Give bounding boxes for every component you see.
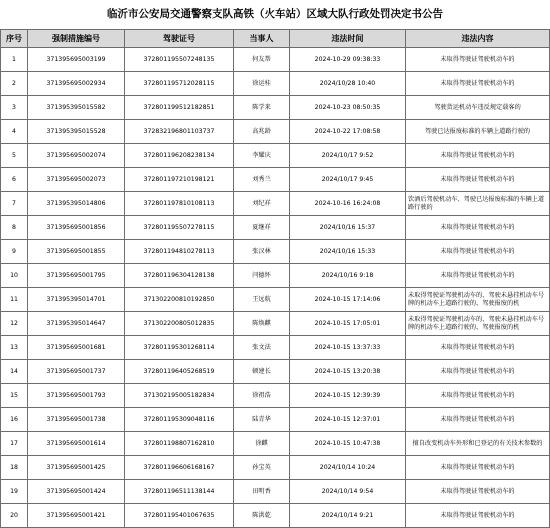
cell-party: 孙宝英 [234, 456, 290, 480]
cell-party: 陈焕麒 [234, 312, 290, 336]
cell-violation-content: 未取得驾驶证驾驶机动车的 [406, 456, 550, 480]
cell-index: 12 [1, 312, 28, 336]
cell-violation-time: 2024/10/16 15:37 [290, 216, 406, 240]
cell-violation-time: 2024/10/14 9:54 [290, 480, 406, 504]
table-row [1, 312, 550, 336]
cell-violation-content: 未取得驾驶证驾驶机动车的 [406, 384, 550, 408]
cell-violation-content: 未取得驾驶证驾驶机动车的 [406, 240, 550, 264]
cell-index: 4 [1, 120, 28, 144]
cell-index: 1 [1, 48, 28, 72]
cell-violation-content: 未取得驾驶证驾驶机动车的 [406, 72, 550, 96]
cell-violation-time: 2024/10/14 10:24 [290, 456, 406, 480]
cell-measure-number: 371395695001856 [28, 216, 125, 240]
cell-index: 5 [1, 144, 28, 168]
cell-index: 14 [1, 360, 28, 384]
cell-index: 18 [1, 456, 28, 480]
cell-license-number: 372801196208238134 [125, 144, 234, 168]
cell-measure-number: 371395695001421 [28, 504, 125, 528]
cell-party: 李耀庆 [234, 144, 290, 168]
table-row [1, 336, 550, 360]
cell-measure-number: 371395695001424 [28, 480, 125, 504]
cell-measure-number: 371395695001855 [28, 240, 125, 264]
cell-measure-number: 371395695001793 [28, 384, 125, 408]
cell-measure-number: 371395695003199 [28, 48, 125, 72]
table-row [1, 360, 550, 384]
cell-measure-number: 371395395014806 [28, 192, 125, 216]
cell-violation-content: 驾驶货运机动车违反规定载客的 [406, 96, 550, 120]
cell-license-number: 371302200810192850 [125, 288, 234, 312]
cell-violation-content: 饮酒后驾驶机动车、驾驶已达报废标准的车辆上道路行驶的 [406, 192, 550, 216]
cell-license-number: 372801196405268519 [125, 360, 234, 384]
cell-violation-content: 未取得驾驶证驾驶机动车的 [406, 408, 550, 432]
cell-party: 顿建长 [234, 360, 290, 384]
cell-measure-number: 371395695002074 [28, 144, 125, 168]
cell-license-number: 372832196801103737 [125, 120, 234, 144]
cell-violation-time: 2024-10-15 12:37:01 [290, 408, 406, 432]
table-row [1, 216, 550, 240]
cell-measure-number: 371395695001681 [28, 336, 125, 360]
cell-index: 20 [1, 504, 28, 528]
cell-license-number: 372801195712028115 [125, 72, 234, 96]
cell-license-number: 372801198807162810 [125, 432, 234, 456]
cell-violation-time: 2024-10-15 17:14:06 [290, 288, 406, 312]
table-row [1, 96, 550, 120]
header-license-number: 驾驶证号 [125, 30, 234, 48]
cell-violation-content: 未取得驾驶证驾驶机动车的 [406, 336, 550, 360]
cell-party: 张汉林 [234, 240, 290, 264]
table-row [1, 408, 550, 432]
cell-measure-number: 371395395014701 [28, 288, 125, 312]
cell-violation-content: 未取得驾驶证驾驶机动车的 [406, 504, 550, 528]
cell-index: 19 [1, 480, 28, 504]
header-row [1, 30, 550, 48]
cell-violation-content: 驾驶已达报废标准的车辆上道路行驶的 [406, 120, 550, 144]
table-row [1, 144, 550, 168]
cell-license-number: 372801195507278115 [125, 216, 234, 240]
cell-violation-time: 2024/10/28 10:40 [290, 72, 406, 96]
cell-index: 13 [1, 336, 28, 360]
cell-index: 11 [1, 288, 28, 312]
cell-party: 陆青华 [234, 408, 290, 432]
table-row [1, 240, 550, 264]
cell-violation-time: 2024-10-15 13:20:38 [290, 360, 406, 384]
cell-license-number: 371302195005182834 [125, 384, 234, 408]
cell-violation-time: 2024/10/17 9:45 [290, 168, 406, 192]
cell-license-number: 372801196511138144 [125, 480, 234, 504]
cell-violation-time: 2024/10/16 9:18 [290, 264, 406, 288]
cell-index: 7 [1, 192, 28, 216]
cell-violation-content: 未取得驾驶证驾驶机动车的 [406, 360, 550, 384]
cell-measure-number: 371395695002934 [28, 72, 125, 96]
cell-party: 徐运桂 [234, 72, 290, 96]
cell-license-number: 372801199512182851 [125, 96, 234, 120]
cell-violation-content: 未取得驾驶证驾驶机动车的、驾驶未悬挂机动车号牌的机动车上道路行驶的、驾驶报废的机 [406, 312, 550, 336]
page-title: 临沂市公安局交通警察支队高铁（火车站）区域大队行政处罚决定书公告 [107, 8, 443, 20]
cell-violation-content: 未取得驾驶证驾驶机动车的 [406, 264, 550, 288]
cell-party: 高兆龄 [234, 120, 290, 144]
cell-party: 徐麒 [234, 432, 290, 456]
cell-measure-number: 371395695001737 [28, 360, 125, 384]
cell-violation-time: 2024-10-15 17:05:01 [290, 312, 406, 336]
cell-index: 6 [1, 168, 28, 192]
cell-violation-content: 未取得驾驶证驾驶机动车的 [406, 216, 550, 240]
cell-party: 王远航 [234, 288, 290, 312]
cell-measure-number: 371395695002073 [28, 168, 125, 192]
cell-party: 徐祖浩 [234, 384, 290, 408]
cell-license-number: 372801194810278113 [125, 240, 234, 264]
cell-index: 16 [1, 408, 28, 432]
cell-violation-content: 擅自改变机动车外形和已登记的有关技术参数的 [406, 432, 550, 456]
cell-violation-time: 2024-10-16 16:24:08 [290, 192, 406, 216]
cell-index: 9 [1, 240, 28, 264]
cell-measure-number: 371395395015528 [28, 120, 125, 144]
table-row [1, 264, 550, 288]
cell-violation-time: 2024-10-15 10:47:38 [290, 432, 406, 456]
cell-license-number: 372801196304128138 [125, 264, 234, 288]
header-index: 序号 [1, 30, 28, 48]
cell-measure-number: 371395695001425 [28, 456, 125, 480]
penalty-table [0, 29, 550, 528]
cell-violation-time: 2024/10/16 15:33 [290, 240, 406, 264]
cell-license-number: 371302200805012835 [125, 312, 234, 336]
cell-violation-time: 2024-10-29 09:38:33 [290, 48, 406, 72]
cell-party: 张文法 [234, 336, 290, 360]
header-violation-time: 违法时间 [290, 30, 406, 48]
cell-index: 2 [1, 72, 28, 96]
table-row [1, 480, 550, 504]
table-row [1, 384, 550, 408]
table-row [1, 48, 550, 72]
cell-party: 陈学来 [234, 96, 290, 120]
table-row [1, 456, 550, 480]
cell-index: 17 [1, 432, 28, 456]
cell-license-number: 372801197210198121 [125, 168, 234, 192]
table-row [1, 168, 550, 192]
cell-violation-content: 未取得驾驶证驾驶机动车的 [406, 480, 550, 504]
cell-measure-number: 371395395015582 [28, 96, 125, 120]
cell-license-number: 372801195401067635 [125, 504, 234, 528]
header-measure-number: 强制措施编号 [28, 30, 125, 48]
cell-violation-time: 2024/10/14 9:21 [290, 504, 406, 528]
cell-index: 15 [1, 384, 28, 408]
header-violation-content: 违法内容 [406, 30, 550, 48]
cell-party: 刘秀兰 [234, 168, 290, 192]
cell-violation-time: 2024-10-22 17:08:58 [290, 120, 406, 144]
cell-measure-number: 371395395014647 [28, 312, 125, 336]
table-row [1, 504, 550, 528]
cell-violation-content: 未取得驾驶证驾驶机动车的 [406, 144, 550, 168]
table-row [1, 288, 550, 312]
cell-violation-content: 未取得驾驶证驾驶机动车的 [406, 168, 550, 192]
table-row [1, 72, 550, 96]
table-row [1, 120, 550, 144]
cell-license-number: 372801197810108113 [125, 192, 234, 216]
cell-license-number: 372801196606168167 [125, 456, 234, 480]
cell-party: 刘纪祥 [234, 192, 290, 216]
cell-measure-number: 371395695001614 [28, 432, 125, 456]
cell-license-number: 372801195301268114 [125, 336, 234, 360]
cell-party: 闫德怀 [234, 264, 290, 288]
header-party: 当事人 [234, 30, 290, 48]
cell-index: 10 [1, 264, 28, 288]
cell-party: 田明香 [234, 480, 290, 504]
cell-index: 8 [1, 216, 28, 240]
cell-violation-time: 2024/10/17 9:52 [290, 144, 406, 168]
cell-license-number: 372801195309048116 [125, 408, 234, 432]
cell-measure-number: 371395695001795 [28, 264, 125, 288]
cell-party: 陈洪乾 [234, 504, 290, 528]
cell-party: 夏继祥 [234, 216, 290, 240]
table-row [1, 432, 550, 456]
cell-party: 何友帮 [234, 48, 290, 72]
cell-index: 3 [1, 96, 28, 120]
cell-violation-time: 2024-10-15 13:37:33 [290, 336, 406, 360]
cell-violation-content: 未取得驾驶证驾驶机动车的、驾驶未悬挂机动车号牌的机动车上道路行驶的、驾驶报废的机 [406, 288, 550, 312]
cell-violation-time: 2024-10-15 12:39:39 [290, 384, 406, 408]
table-row [1, 192, 550, 216]
cell-violation-time: 2024-10-23 08:50:35 [290, 96, 406, 120]
cell-license-number: 372801195507248135 [125, 48, 234, 72]
cell-measure-number: 371395695001738 [28, 408, 125, 432]
cell-violation-content: 未取得驾驶证驾驶机动车的 [406, 48, 550, 72]
